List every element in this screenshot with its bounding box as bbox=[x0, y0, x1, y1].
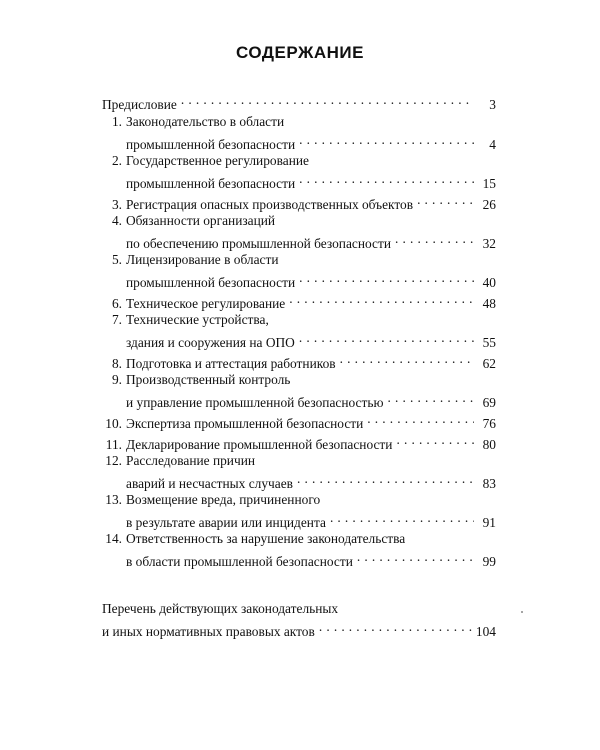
toc-entry-label: Регистрация опасных производственных объектов bbox=[126, 197, 414, 212]
toc-page-number: 104 bbox=[475, 624, 496, 639]
toc-page-number: 62 bbox=[482, 356, 496, 371]
chapter-number: 3. bbox=[111, 197, 122, 212]
toc-entry-label: и управление промышленной безопасностью bbox=[126, 395, 384, 410]
dot-leader bbox=[299, 170, 474, 188]
chapter-number: 13. bbox=[105, 492, 122, 507]
dot-leader bbox=[387, 389, 474, 407]
dot-leader bbox=[299, 131, 474, 149]
toc-entry-chapter[interactable] bbox=[102, 251, 496, 290]
toc-page-number: 55 bbox=[482, 335, 496, 350]
chapter-number: 8. bbox=[111, 356, 122, 371]
dot-leader bbox=[395, 230, 474, 248]
toc-entry-label: промышленной безопасности bbox=[126, 137, 296, 152]
toc-page-number: 4 bbox=[489, 137, 496, 152]
toc-page-number: 69 bbox=[482, 395, 496, 410]
toc-entry-label: в результате аварии или инцидента bbox=[126, 515, 326, 530]
toc-entry-chapter[interactable] bbox=[102, 371, 496, 410]
chapter-number: 10. bbox=[105, 416, 122, 431]
toc-page-number: 48 bbox=[482, 296, 496, 311]
chapter-number: 9. bbox=[111, 372, 122, 387]
toc-page-number: 3 bbox=[489, 97, 496, 112]
dot-leader bbox=[299, 269, 474, 287]
toc-entry-label: Производственный контроль bbox=[126, 372, 291, 387]
toc-entry-label: Лицензирование в области bbox=[126, 252, 279, 267]
toc-page-number: 32 bbox=[482, 236, 496, 251]
dot-leader bbox=[319, 618, 472, 636]
dot-leader bbox=[299, 329, 474, 347]
chapter-number: 12. bbox=[105, 453, 122, 468]
dot-leader bbox=[396, 431, 474, 449]
toc-entry-label: Обязанности организаций bbox=[126, 213, 276, 228]
toc-entry-preface[interactable] bbox=[102, 91, 496, 112]
dot-leader bbox=[289, 290, 474, 308]
toc-page-number: 99 bbox=[482, 554, 496, 569]
dot-leader bbox=[297, 470, 474, 488]
toc-entry-label: Техническое регулирование bbox=[126, 296, 286, 311]
toc-page-number: 91 bbox=[482, 515, 496, 530]
chapter-number: 6. bbox=[111, 296, 122, 311]
toc-entry-chapter[interactable] bbox=[102, 431, 496, 452]
toc-entry-label: здания и сооружения на ОПО bbox=[126, 335, 295, 350]
toc-entry-label: Экспертиза промышленной безопасности bbox=[126, 416, 364, 431]
chapter-number: 4. bbox=[111, 213, 122, 228]
toc-entry-label: и иных нормативных правовых актов bbox=[102, 624, 315, 639]
toc-entry-label: в области промышленной безопасности bbox=[126, 554, 353, 569]
toc-entry-label: Перечень действующих законодательных bbox=[102, 601, 339, 616]
page-title: СОДЕРЖАНИЕ bbox=[236, 43, 364, 62]
toc-page-number: 26 bbox=[482, 197, 496, 212]
toc-entry-label: аварий и несчастных случаев bbox=[126, 476, 293, 491]
toc-entry-label: Возмещение вреда, причиненного bbox=[126, 492, 321, 507]
scan-speck bbox=[521, 611, 523, 613]
toc-page-number: 83 bbox=[482, 476, 496, 491]
dot-leader bbox=[340, 350, 474, 368]
toc-entry-chapter[interactable] bbox=[102, 350, 496, 371]
toc-entry-label: промышленной безопасности bbox=[126, 176, 296, 191]
chapter-list bbox=[102, 113, 496, 569]
chapter-number: 1. bbox=[111, 114, 122, 129]
toc-entry-chapter[interactable] bbox=[102, 491, 496, 530]
chapter-number: 14. bbox=[105, 531, 122, 546]
toc-entry-chapter[interactable] bbox=[102, 113, 496, 152]
dot-leader bbox=[367, 410, 474, 428]
toc-page-number: 76 bbox=[482, 416, 496, 431]
toc-entry-chapter[interactable] bbox=[102, 212, 496, 251]
toc-entry-chapter[interactable] bbox=[102, 530, 496, 569]
dot-leader bbox=[357, 548, 474, 566]
toc-entry-chapter[interactable] bbox=[102, 410, 496, 431]
toc-page-number: 40 bbox=[482, 275, 496, 290]
toc-entry-label: Расследование причин bbox=[126, 453, 256, 468]
toc-entry-label: Подготовка и аттестация работников bbox=[126, 356, 336, 371]
toc-entry-chapter[interactable] bbox=[102, 452, 496, 491]
table-of-contents bbox=[102, 91, 496, 639]
toc-entry-label: промышленной безопасности bbox=[126, 275, 296, 290]
toc-entry-legal-list[interactable] bbox=[102, 600, 496, 639]
toc-entry-label: Государственное регулирование bbox=[126, 153, 309, 168]
toc-entry-label: Законодательство в области bbox=[126, 114, 285, 129]
toc-entry-label: Ответственность за нарушение законодательства bbox=[126, 531, 406, 546]
toc-entry-label: Предисловие bbox=[102, 97, 177, 112]
chapter-number: 7. bbox=[111, 312, 122, 327]
toc-entry-chapter[interactable] bbox=[102, 290, 496, 311]
toc-entry-label: Технические устройства, bbox=[126, 312, 269, 327]
chapter-number: 11. bbox=[105, 437, 122, 452]
toc-entry-chapter[interactable] bbox=[102, 191, 496, 212]
chapter-number: 2. bbox=[111, 153, 122, 168]
toc-entry-chapter[interactable] bbox=[102, 311, 496, 350]
dot-leader bbox=[181, 91, 474, 109]
dot-leader bbox=[417, 191, 474, 209]
dot-leader bbox=[330, 509, 474, 527]
toc-page-number: 15 bbox=[482, 176, 496, 191]
toc-entry-label: по обеспечению промышленной безопасности bbox=[126, 236, 392, 251]
toc-entry-chapter[interactable] bbox=[102, 152, 496, 191]
chapter-number: 5. bbox=[111, 252, 122, 267]
toc-entry-label: Декларирование промышленной безопасности bbox=[126, 437, 393, 452]
toc-page-number: 80 bbox=[482, 437, 496, 452]
